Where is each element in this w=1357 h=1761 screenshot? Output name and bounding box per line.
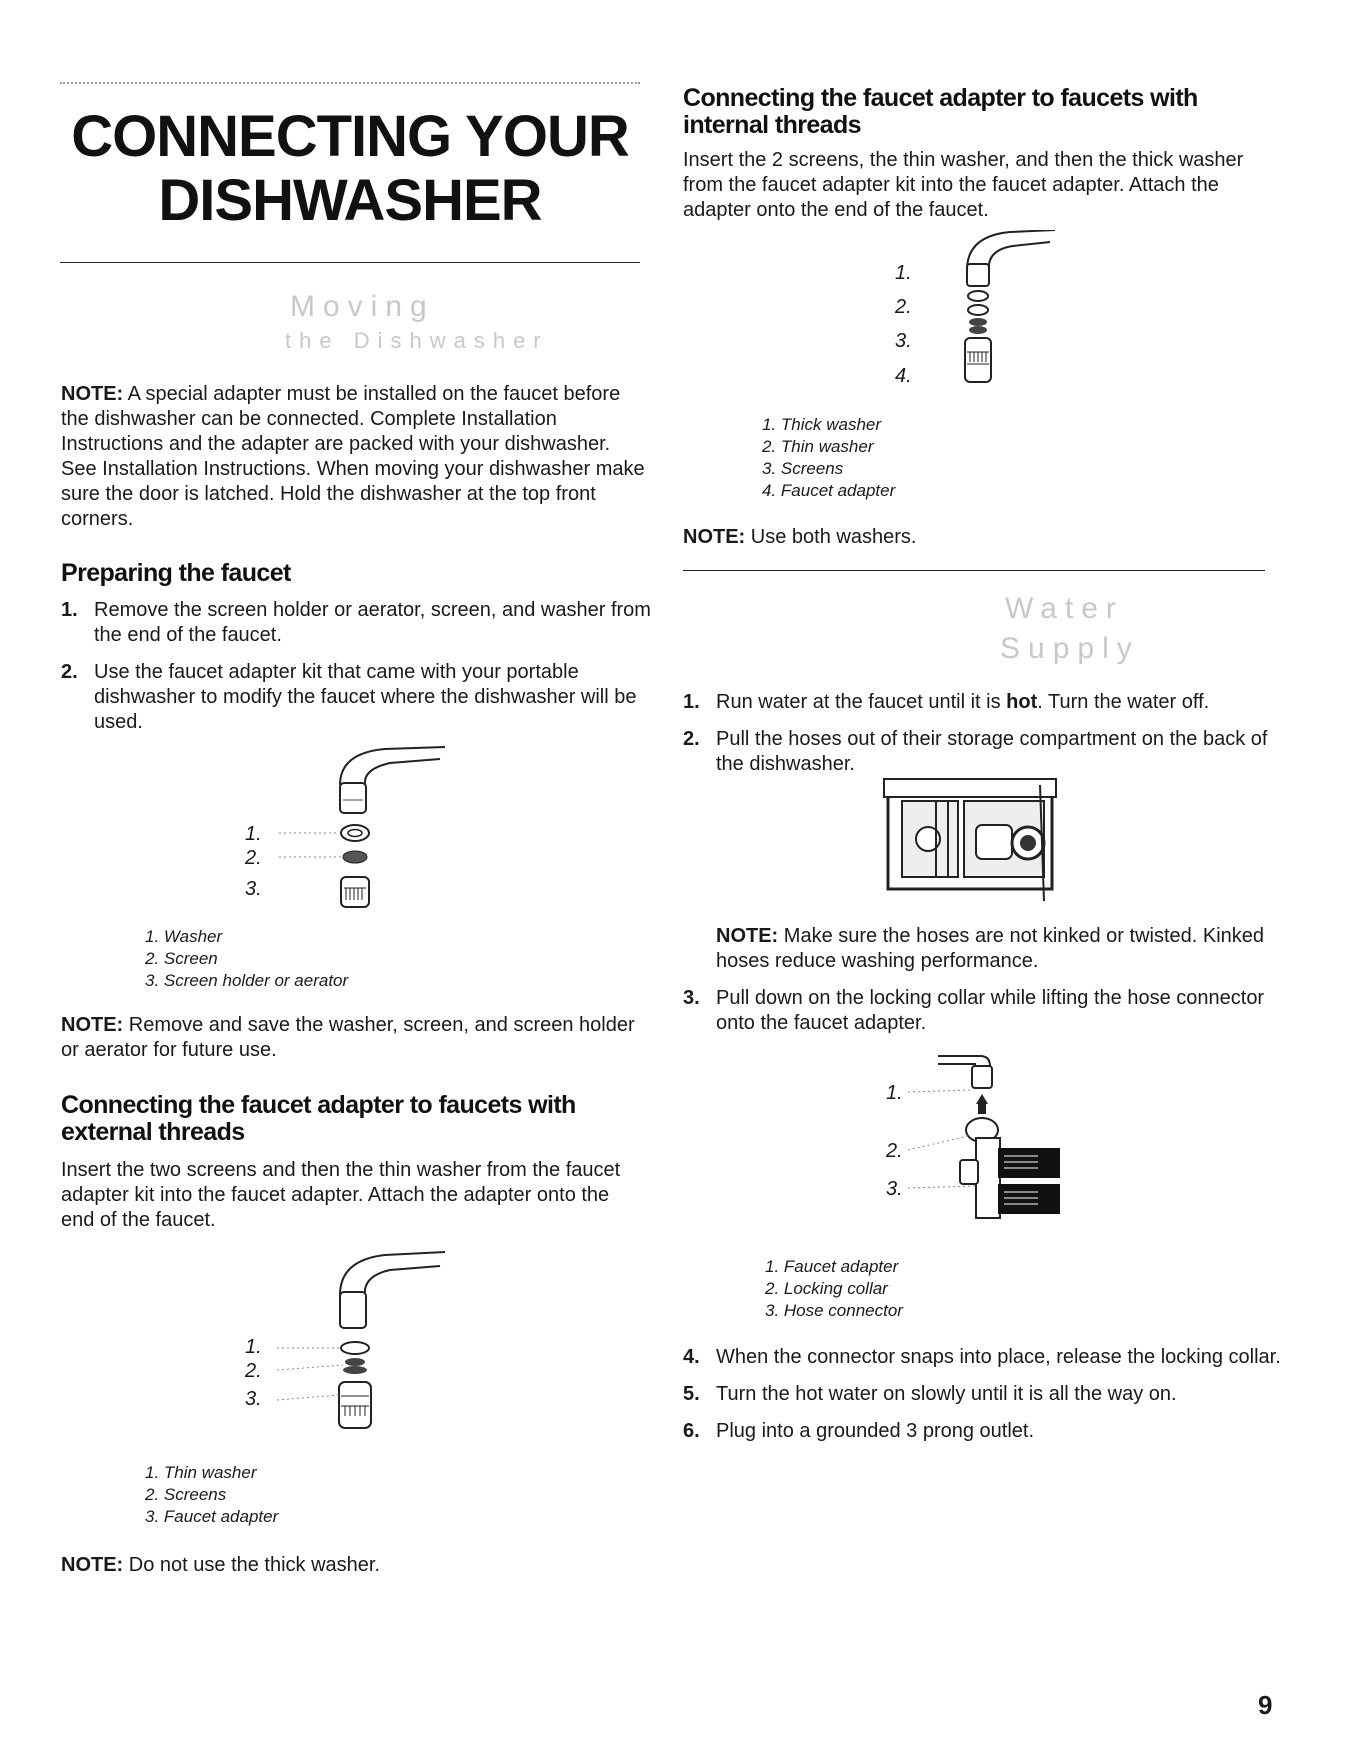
page-title [55,105,645,233]
faded-setup-line2: Supply [1000,632,1140,665]
hose-storage-figure [880,775,1060,905]
caption-item: 1. Thick washer [762,415,882,434]
faded-heading-line1: Moving [290,290,435,323]
step-number: 2. [61,661,78,683]
step-number: 6. [683,1420,700,1442]
internal-captions [762,414,895,502]
list-item [683,986,1283,1036]
external-note-text: Do not use the thick washer. [128,1554,381,1576]
internal-heading: Connecting the faucet adapter to faucets with internal threads [683,84,1198,139]
step-number: 1. [61,599,78,621]
internal-text: Insert the 2 screens, the thin washer, and then the thick washer from the faucet adapter kit into the faucet adapter. Attach the adapter onto the end of the faucet. [683,149,1244,221]
caption-item: 2. Thin washer [762,437,874,456]
figure-number: 2. [886,1140,903,1162]
step-text-post: . Turn the water off. [1037,691,1210,713]
internal-figure [885,230,1085,410]
faded-setup-line1: Water [1005,592,1124,625]
step-text-pre: Run water at the faucet until it is [716,691,1007,713]
page-title-line2: DISHWASHER [158,168,542,233]
hose-storage-compartment-illustration [880,775,1060,905]
figure-number: 1. [245,823,262,845]
caption-item: 1. Washer [145,927,223,946]
step-text: Turn the hot water on slowly until it is all the way on. [716,1383,1177,1405]
figure-number: 1. [245,1336,262,1358]
external-captions [145,1462,278,1528]
step-text: Pull the hoses out of their storage compartment on the back of the dishwasher. [716,728,1268,775]
hose-note-label: NOTE: [716,925,779,947]
faded-heading-line2: the Dishwasher [285,328,549,353]
step-text: Pull down on the locking collar while lifting the hose connector onto the faucet adapter. [716,987,1265,1034]
internal-thread-adapter-illustration [885,230,1085,410]
hose-connector-figure [880,1050,1080,1230]
caption-item: 2. Locking collar [765,1279,888,1298]
step-text: Plug into a grounded 3 prong outlet. [716,1420,1035,1442]
setup-steps-a [683,690,1283,777]
title-rule [60,262,640,263]
figure-number: 3. [895,330,912,352]
external-thread-adapter-illustration [245,1250,465,1450]
internal-note [683,525,916,550]
external-figure [245,1250,465,1450]
list-item [683,727,1283,777]
figure-number: 3. [245,878,262,900]
preparing-note [61,1013,646,1063]
external-heading: Connecting the faucet adapter to faucets with external threads [61,1091,576,1146]
caption-item: 3. Hose connector [765,1301,903,1320]
preparing-note-text: Remove and save the washer, screen, and screen holder or aerator for future use. [61,1014,635,1061]
intro-note-label: NOTE: [61,383,124,405]
preparing-note-label: NOTE: [61,1014,124,1036]
caption-item: 1. Faucet adapter [765,1257,899,1276]
list-item [683,690,1283,715]
step-text: Use the faucet adapter kit that came with your portable dishwasher to modify the faucet where the dishwasher will be used. [94,661,637,733]
step-number: 4. [683,1346,700,1368]
caption-item: 3. Screen holder or aerator [145,971,349,990]
step-number: 3. [683,987,700,1009]
hose-connector-illustration [880,1050,1080,1230]
top-dotted-rule [60,82,640,84]
page-title-line1: CONNECTING YOUR [71,104,629,169]
setup-steps-b [683,1345,1283,1444]
step-text: Remove the screen holder or aerator, screen, and washer from the end of the faucet. [94,599,651,646]
step-text: When the connector snaps into place, release the locking collar. [716,1346,1281,1368]
preparing-steps [61,598,651,735]
preparing-heading: Preparing the faucet [61,559,291,587]
external-text: Insert the two screens and then the thin washer from the faucet adapter kit into the faucet adapter. Attach the adapter onto the end of the faucet. [61,1159,621,1231]
list-item [61,660,651,735]
figure-number: 2. [245,1360,262,1382]
faucet-washer-screen-illustration [245,745,465,925]
caption-item: 2. Screens [145,1485,227,1504]
internal-note-text: Use both washers. [750,526,917,548]
list-item [683,1345,1283,1370]
figure-number: 2. [895,296,912,318]
external-note [61,1553,380,1578]
figure-number: 1. [886,1082,903,1104]
section-rule [683,570,1265,571]
internal-note-label: NOTE: [683,526,746,548]
hose-note-text: Make sure the hoses are not kinked or twisted. Kinked hoses reduce washing performance. [716,925,1265,972]
intro-note-text: A special adapter must be installed on the faucet before the dishwasher can be connected. Complete Installation Instructions and the adapter are packed with your dishwasher. See Installation Instructions. When moving your dishwasher make sure the door is latched. Hold the dishwasher at the top front corners. [61,383,645,530]
step-number: 1. [683,691,700,713]
page-number: 9 [1258,1690,1273,1720]
list-item [61,598,651,648]
preparing-captions [145,926,348,992]
list-item [683,1382,1283,1407]
caption-item: 4. Faucet adapter [762,481,896,500]
hose-note [716,924,1276,974]
caption-item: 2. Screen [145,949,218,968]
step-number: 5. [683,1383,700,1405]
list-item [683,1419,1283,1444]
intro-note [61,382,646,532]
caption-item: 3. Screens [762,459,844,478]
figure-number: 3. [245,1388,262,1410]
figure-number: 4. [895,365,912,387]
caption-item: 1. Thin washer [145,1463,257,1482]
setup-captions [765,1256,903,1322]
setup-step-3 [683,986,1283,1036]
figure-number: 3. [886,1178,903,1200]
figure-number: 1. [895,262,912,284]
figure-number: 2. [245,847,262,869]
step-text-bold: hot [1006,691,1038,713]
preparing-figure [245,745,465,925]
step-number: 2. [683,728,700,750]
external-note-label: NOTE: [61,1554,124,1576]
caption-item: 3. Faucet adapter [145,1507,279,1526]
